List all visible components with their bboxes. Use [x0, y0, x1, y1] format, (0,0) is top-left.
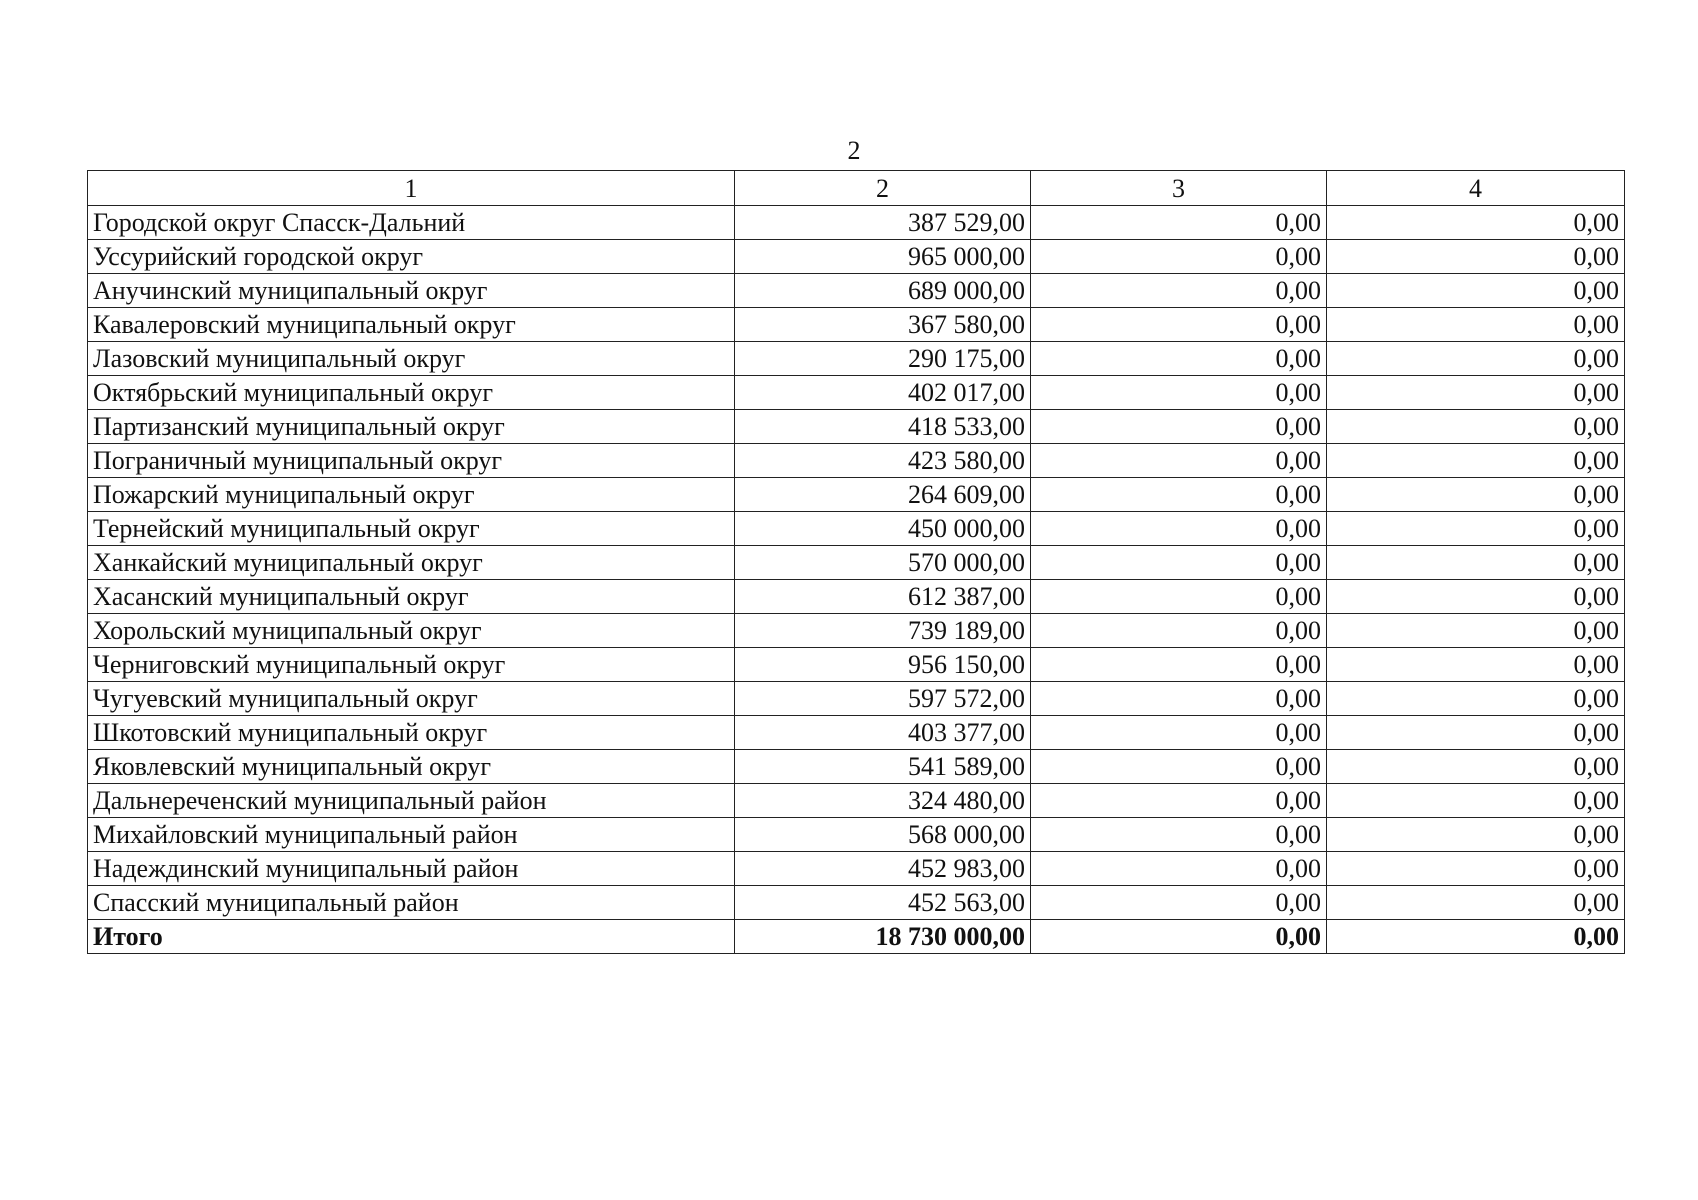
amount-cell-3: 0,00 — [1031, 750, 1327, 784]
amount-cell-2: 264 609,00 — [735, 478, 1031, 512]
amount-cell-4: 0,00 — [1327, 206, 1625, 240]
amount-cell-2: 18 730 000,00 — [735, 920, 1031, 954]
amount-cell-3: 0,00 — [1031, 614, 1327, 648]
amount-cell-3: 0,00 — [1031, 342, 1327, 376]
amount-cell-3: 0,00 — [1031, 784, 1327, 818]
table-row — [88, 784, 1625, 818]
amount-cell-4: 0,00 — [1327, 376, 1625, 410]
amount-cell-2: 402 017,00 — [735, 376, 1031, 410]
amount-cell-2: 290 175,00 — [735, 342, 1031, 376]
amount-cell-2: 418 533,00 — [735, 410, 1031, 444]
table-row — [88, 274, 1625, 308]
amount-cell-2: 570 000,00 — [735, 546, 1031, 580]
municipality-cell: Кавалеровский муниципальный округ — [88, 308, 735, 342]
municipality-cell: Уссурийский городской округ — [88, 240, 735, 274]
amount-cell-4: 0,00 — [1327, 240, 1625, 274]
table-row — [88, 614, 1625, 648]
table-row — [88, 818, 1625, 852]
table-row — [88, 648, 1625, 682]
amount-cell-2: 423 580,00 — [735, 444, 1031, 478]
amount-cell-3: 0,00 — [1031, 546, 1327, 580]
amount-cell-3: 0,00 — [1031, 920, 1327, 954]
amount-cell-2: 452 563,00 — [735, 886, 1031, 920]
municipality-cell: Ханкайский муниципальный округ — [88, 546, 735, 580]
amount-cell-3: 0,00 — [1031, 648, 1327, 682]
amount-cell-3: 0,00 — [1031, 206, 1327, 240]
amount-cell-4: 0,00 — [1327, 886, 1625, 920]
amount-cell-3: 0,00 — [1031, 886, 1327, 920]
table-row — [88, 308, 1625, 342]
amount-cell-2: 387 529,00 — [735, 206, 1031, 240]
table-body — [88, 206, 1625, 954]
amount-cell-3: 0,00 — [1031, 308, 1327, 342]
table-row — [88, 444, 1625, 478]
amount-cell-4: 0,00 — [1327, 342, 1625, 376]
amount-cell-4: 0,00 — [1327, 818, 1625, 852]
header-row — [88, 171, 1625, 206]
amount-cell-3: 0,00 — [1031, 376, 1327, 410]
column-header: 1 — [88, 171, 735, 206]
amount-cell-3: 0,00 — [1031, 274, 1327, 308]
amount-cell-4: 0,00 — [1327, 682, 1625, 716]
municipality-cell: Чугуевский муниципальный округ — [88, 682, 735, 716]
municipality-cell: Черниговский муниципальный округ — [88, 648, 735, 682]
municipality-cell: Спасский муниципальный район — [88, 886, 735, 920]
amount-cell-2: 568 000,00 — [735, 818, 1031, 852]
amount-cell-2: 367 580,00 — [735, 308, 1031, 342]
municipality-cell: Яковлевский муниципальный округ — [88, 750, 735, 784]
municipality-cell: Тернейский муниципальный округ — [88, 512, 735, 546]
table-row — [88, 240, 1625, 274]
table-row — [88, 580, 1625, 614]
amount-cell-2: 403 377,00 — [735, 716, 1031, 750]
table-row — [88, 546, 1625, 580]
table-row — [88, 852, 1625, 886]
table-row — [88, 376, 1625, 410]
municipality-cell: Хасанский муниципальный округ — [88, 580, 735, 614]
municipality-cell: Надеждинский муниципальный район — [88, 852, 735, 886]
municipality-cell: Итого — [88, 920, 735, 954]
amount-cell-2: 965 000,00 — [735, 240, 1031, 274]
amount-cell-4: 0,00 — [1327, 648, 1625, 682]
amount-cell-4: 0,00 — [1327, 444, 1625, 478]
amount-cell-3: 0,00 — [1031, 852, 1327, 886]
amount-cell-2: 689 000,00 — [735, 274, 1031, 308]
amount-cell-4: 0,00 — [1327, 274, 1625, 308]
total-row — [88, 920, 1625, 954]
amount-cell-2: 541 589,00 — [735, 750, 1031, 784]
amount-cell-4: 0,00 — [1327, 308, 1625, 342]
municipality-cell: Шкотовский муниципальный округ — [88, 716, 735, 750]
distribution-table — [87, 170, 1625, 954]
municipality-cell: Октябрьский муниципальный округ — [88, 376, 735, 410]
amount-cell-3: 0,00 — [1031, 512, 1327, 546]
table-row — [88, 342, 1625, 376]
municipality-cell: Лазовский муниципальный округ — [88, 342, 735, 376]
amount-cell-2: 452 983,00 — [735, 852, 1031, 886]
municipality-cell: Хорольский муниципальный округ — [88, 614, 735, 648]
amount-cell-4: 0,00 — [1327, 920, 1625, 954]
amount-cell-4: 0,00 — [1327, 716, 1625, 750]
amount-cell-4: 0,00 — [1327, 478, 1625, 512]
amount-cell-2: 324 480,00 — [735, 784, 1031, 818]
amount-cell-3: 0,00 — [1031, 818, 1327, 852]
table-row — [88, 886, 1625, 920]
municipality-cell: Пожарский муниципальный округ — [88, 478, 735, 512]
column-header: 4 — [1327, 171, 1625, 206]
amount-cell-3: 0,00 — [1031, 682, 1327, 716]
amount-cell-3: 0,00 — [1031, 580, 1327, 614]
table-row — [88, 750, 1625, 784]
table-header — [88, 171, 1625, 206]
table-row — [88, 478, 1625, 512]
table-row — [88, 716, 1625, 750]
table-row — [88, 410, 1625, 444]
municipality-cell: Дальнереченский муниципальный район — [88, 784, 735, 818]
amount-cell-3: 0,00 — [1031, 716, 1327, 750]
amount-cell-2: 956 150,00 — [735, 648, 1031, 682]
amount-cell-4: 0,00 — [1327, 546, 1625, 580]
amount-cell-2: 739 189,00 — [735, 614, 1031, 648]
amount-cell-3: 0,00 — [1031, 410, 1327, 444]
municipality-cell: Анучинский муниципальный округ — [88, 274, 735, 308]
amount-cell-4: 0,00 — [1327, 852, 1625, 886]
amount-cell-4: 0,00 — [1327, 580, 1625, 614]
municipality-cell: Партизанский муниципальный округ — [88, 410, 735, 444]
amount-cell-3: 0,00 — [1031, 240, 1327, 274]
municipality-cell: Пограничный муниципальный округ — [88, 444, 735, 478]
column-header: 3 — [1031, 171, 1327, 206]
municipality-cell: Михайловский муниципальный район — [88, 818, 735, 852]
page-number: 2 — [847, 136, 861, 165]
municipality-cell: Городской округ Спасск-Дальний — [88, 206, 735, 240]
amount-cell-4: 0,00 — [1327, 512, 1625, 546]
table-row — [88, 206, 1625, 240]
amount-cell-4: 0,00 — [1327, 410, 1625, 444]
amount-cell-2: 612 387,00 — [735, 580, 1031, 614]
table-row — [88, 512, 1625, 546]
amount-cell-4: 0,00 — [1327, 750, 1625, 784]
amount-cell-2: 597 572,00 — [735, 682, 1031, 716]
column-header: 2 — [735, 171, 1031, 206]
amount-cell-4: 0,00 — [1327, 614, 1625, 648]
table-row — [88, 682, 1625, 716]
amount-cell-3: 0,00 — [1031, 444, 1327, 478]
amount-cell-2: 450 000,00 — [735, 512, 1031, 546]
amount-cell-4: 0,00 — [1327, 784, 1625, 818]
amount-cell-3: 0,00 — [1031, 478, 1327, 512]
